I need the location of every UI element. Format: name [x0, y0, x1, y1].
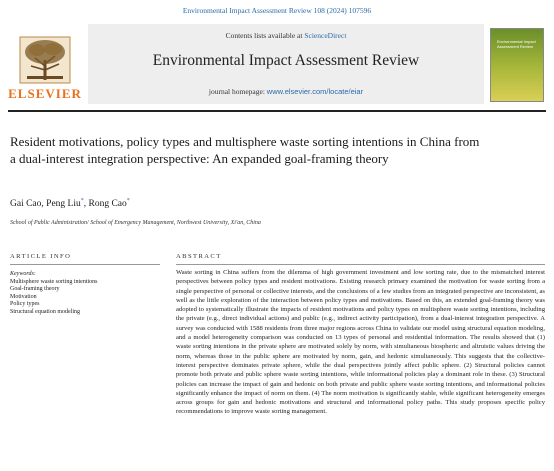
elsevier-tree-icon: [19, 36, 71, 84]
journal-cover-image[interactable]: [490, 28, 544, 102]
affiliation: School of Public Administration/ School of Emergency Management, Northwest University, Xi'an, China: [10, 220, 261, 226]
sciencedirect-link[interactable]: ScienceDirect: [304, 31, 347, 40]
corresponding-author-mark[interactable]: *: [80, 198, 84, 204]
article-title: Resident motivations, policy types and multisphere waste sorting intentions in China from a dual-interest integration perspective: An expanded goal-framing theory: [10, 134, 480, 166]
publisher-name: ELSEVIER: [8, 86, 82, 101]
keyword-item: Policy types: [10, 301, 40, 308]
abstract-rule: [176, 264, 545, 265]
author-name[interactable]: Peng Liu: [46, 199, 81, 210]
cover-title: Environmental Impact Assessment Review: [497, 39, 536, 49]
keywords-block: [10, 271, 98, 317]
journal-header: [0, 24, 554, 106]
keywords-label: Keywords:: [10, 271, 36, 277]
article-info-heading: ARTICLE INFO: [10, 253, 72, 260]
homepage-url-link[interactable]: www.elsevier.com/locate/eiar: [266, 87, 364, 96]
journal-citation-link[interactable]: Environmental Impact Assessment Review 108 (2024) 107596: [182, 6, 372, 15]
journal-name: Environmental Impact Assessment Review: [152, 52, 420, 69]
keyword-item: Motivation: [10, 293, 37, 300]
keyword-item: Multisphere waste sorting intentions: [10, 278, 98, 285]
header-divider: [8, 110, 546, 112]
author-name[interactable]: Gai Cao: [10, 199, 42, 210]
keyword-item: Goal-framing theory: [10, 286, 60, 293]
journal-info-box: [88, 24, 484, 104]
contents-prefix: Contents lists available at: [225, 31, 303, 40]
contents-line: [88, 31, 484, 40]
article-info-rule: [10, 264, 160, 265]
abstract-text: Waste sorting in China suffers from the dilemma of high government investment and low sorting rate, due to the mismatched interest perspectives between policy types and resident motivations. Existing research primary examined the motivation for waste sorting from a single perspective of personal or collective interests, and the conclusions of a few studies from an integrated perspective are inconsistent, as well as the little exploration of the interaction between policy types and motivations. Based on this, an extended goal-framing theory was adopted to systematically illustrate the impacts of resident motivations and policy types on multisphere waste sorting intentions, including the private (e.g., direct individual actions) and public (e.g., indirect activity participation), from a dual-interest integration perspective. A survey was conducted with 1588 residents from three major regions across China to validate our model using structural equation modeling, and a model heterogeneity comparison was conducted on 13 types of personal and residential information. The results showed that (1) waste sorting intentions in the private sphere are motivated solely by norm, with simultaneous biospheric and altruistic values driving the norm, whereas those in the public sphere are motivated by norm, gain, and hedonic simultaneously. This suggests that the collective-interest perspective dominates private sphere, while the dual perspectives jointly affect public sphere. (2) Structural policies cannot promote both private and public sphere waste sorting intentions, while informational policies play a dominant role in these. (3) Structural policies can increase the impact of gain and hedonic on both private and public sphere waste sorting intentions, and informational policies significantly enhance the impact of norm on them. (4) The norm motivation is significantly stable, while significant heterogeneity emerges across groups for gain and hedonic motivations and structural and informational policy paths. This study proposes specific policy recommendations to improve waste sorting management.: [176, 269, 545, 416]
abstract-heading: ABSTRACT: [176, 253, 222, 260]
homepage-line: [88, 87, 484, 96]
homepage-prefix: journal homepage:: [208, 87, 265, 96]
corresponding-author-mark[interactable]: *: [126, 198, 130, 204]
author-name[interactable]: Rong Cao: [88, 199, 127, 210]
author-list: Gai Cao, Peng Liu*, Rong Cao*: [10, 198, 130, 210]
keyword-item: Structural equation modeling: [10, 308, 80, 315]
elsevier-logo[interactable]: [8, 30, 82, 102]
